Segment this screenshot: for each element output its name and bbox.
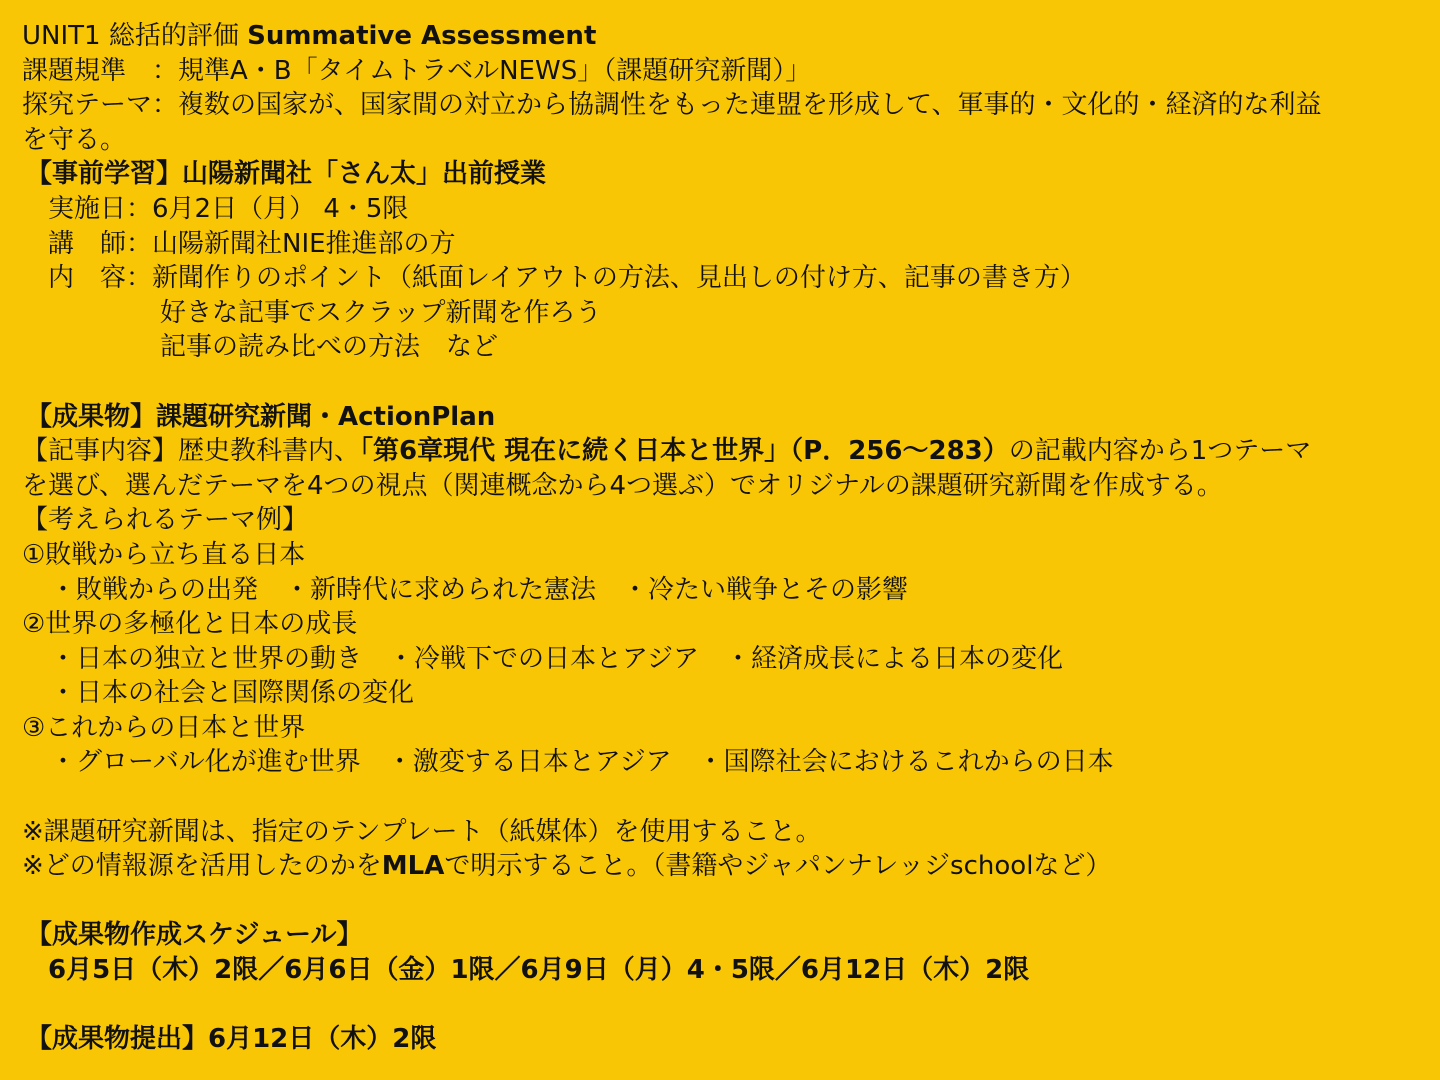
note-sources: ※どの情報源を活用したのかをMLAで明示すること。（書籍やジャパンナレッジschoolなど）	[22, 851, 1112, 882]
theme-2-items-1: ・日本の独立と世界の動き ・冷戦下での日本とアジア ・経済成長による日本の変化	[50, 643, 1063, 674]
spacer	[22, 365, 1420, 400]
theme-2: ②世界の多極化と日本の成長	[22, 609, 358, 640]
theme-examples-heading: 【考えられるテーマ例】	[22, 505, 309, 536]
pre-study-lecturer: 講 師：山陽新聞社NIE推進部の方	[48, 228, 456, 259]
pre-study-heading: 【事前学習】山陽新聞社「さん太」出前授業	[26, 159, 547, 190]
schedule-heading: 【成果物作成スケジュール】	[26, 920, 363, 951]
pre-study-content: 内 容：新聞作りのポイント（紙面レイアウトの方法、見出しの付け方、記事の書き方）	[48, 263, 1086, 294]
spacer	[22, 780, 1420, 815]
deliverable-heading: 【成果物】課題研究新聞・ActionPlan	[26, 401, 496, 432]
spacer	[22, 988, 1420, 1023]
article-content-line1: 【記事内容】歴史教科書内、「第6章現代 現在に続く日本と世界」（P．256〜283）の記載内容から1つテーマ	[22, 436, 1312, 467]
pre-study-content-3: 記事の読み比べの方法 など	[160, 332, 499, 363]
pre-study-content-2: 好きな記事でスクラップ新聞を作ろう	[160, 297, 602, 328]
criteria-line: 課題規準 ：規準A・B「タイムトラベルNEWS」（課題研究新聞）」	[22, 55, 812, 86]
theme-2-items-2: ・日本の社会と国際関係の変化	[50, 678, 415, 709]
article-content-line2: を選び、選んだテーマを4つの視点（関連概念から4つ選ぶ）でオリジナルの課題研究新聞を作成する。	[22, 470, 1223, 501]
pre-study-date: 実施日：6月2日（月） 4・5限	[48, 193, 409, 224]
theme-1-items: ・敗戦からの出発 ・新時代に求められた憲法 ・冷たい戦争とその影響	[50, 574, 909, 605]
theme-1: ①敗戦から立ち直る日本	[22, 539, 306, 570]
inquiry-theme-line1: 探究テーマ：複数の国家が、国家間の対立から協調性をもった連盟を形成して、軍事的・文化的・経済的な利益	[22, 90, 1322, 121]
note-template: ※課題研究新聞は、指定のテンプレート（紙媒体）を使用すること。	[22, 816, 822, 847]
theme-3: ③これからの日本と世界	[22, 712, 306, 743]
theme-3-items: ・グローバル化が進む世界 ・激変する日本とアジア ・国際社会におけるこれからの日本	[50, 747, 1114, 778]
inquiry-theme-line2: を守る。	[22, 124, 127, 155]
spacer	[22, 884, 1420, 919]
schedule-dates: 6月5日（木）2限／6月6日（金）1限／6月9日（月）4・5限／6月12日（木）2限	[48, 955, 1030, 986]
chapter-reference: 「第6章現代 現在に続く日本と世界」（P．256〜283）	[360, 436, 1009, 467]
unit-title-en: Summative Assessment	[247, 21, 597, 51]
submission-line: 【成果物提出】6月12日（木）2限	[26, 1024, 437, 1055]
unit-title: UNIT1 総括的評価 Summative Assessment	[22, 21, 597, 51]
mla-label: MLA	[381, 851, 445, 882]
